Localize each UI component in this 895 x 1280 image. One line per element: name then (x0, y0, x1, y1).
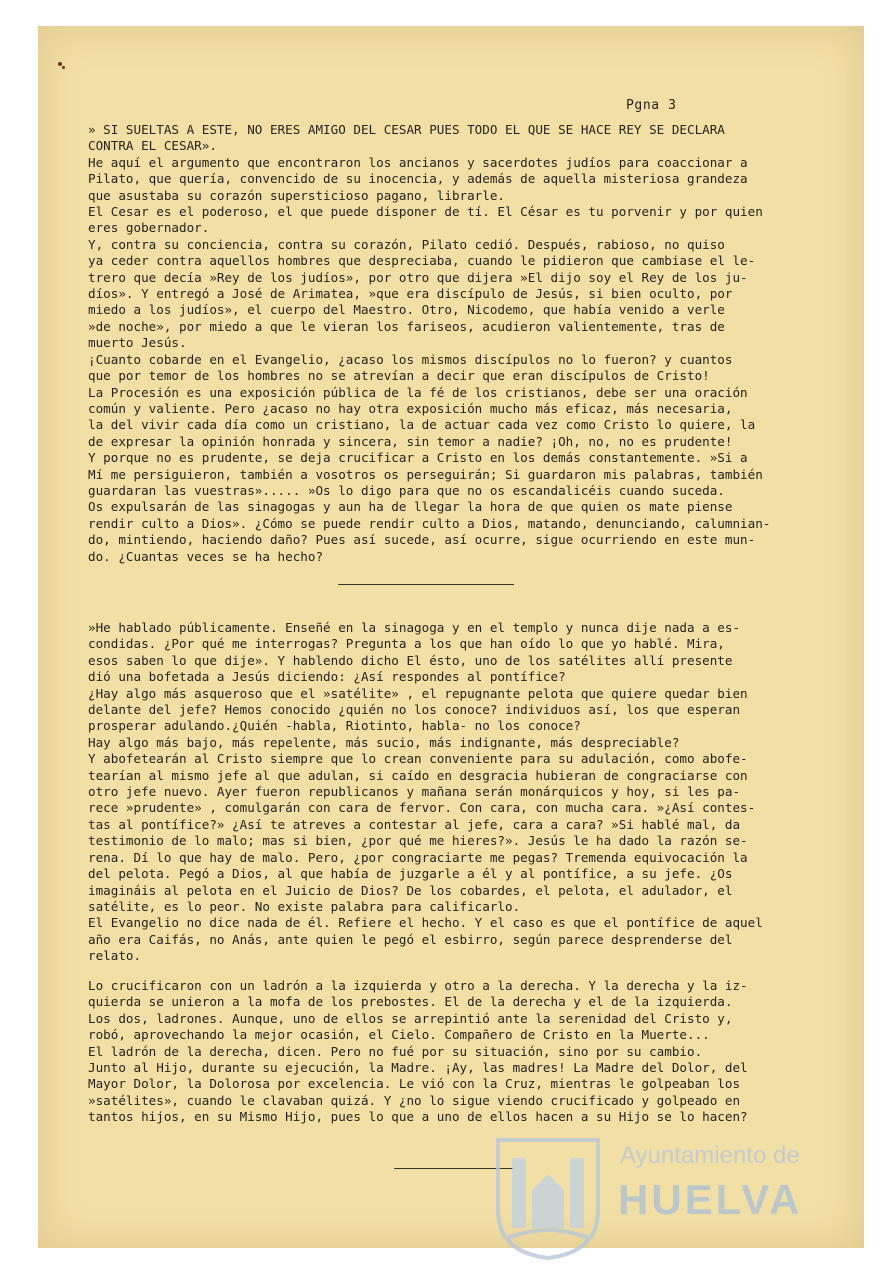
text-line: ya ceder contra aquellos hombres que despreciaba, cuando le pidieron que cambiase el le- (88, 253, 756, 269)
text-line: díos». Y entregó a José de Arimatea, »que era discípulo de Jesús, si bien oculto, por (88, 286, 733, 302)
text-section-2 (88, 620, 808, 965)
text-line: que asustaba su corazón supersticioso pagano, librarle. (88, 187, 506, 203)
text-line: común y valiente. Pero ¿acaso no hay otra exposición mucho más eficaz, más necesaria, (88, 400, 733, 416)
text-line: dió una bofetada a Jesús diciendo: ¿Así respondes al pontífice? (88, 669, 566, 685)
text-line: »de noche», por miedo a que le vieran los fariseos, acudieron valientemente, tras de (88, 318, 725, 334)
rust-spot (58, 62, 62, 66)
text-line: de expresar la opinión honrada y sincera, sin temor a nadie? ¡Oh, no, no es prudente! (88, 433, 733, 449)
text-line: del pelota. Pegó a Dios, al que había de juzgarle a él y al pontífice, a su jefe. ¿Os (88, 866, 733, 882)
text-line: Y abofetearán al Cristo siempre que lo crean conveniente para su adulación, como abofe- (88, 751, 748, 767)
text-line: Mayor Dolor, la Dolorosa por excelencia. Le vió con la Cruz, mientras le golpeaban los (88, 1076, 741, 1092)
rust-spot (62, 66, 65, 69)
text-line: » SI SUELTAS A ESTE, NO ERES AMIGO DEL CESAR PUES TODO EL QUE SE HACE REY SE DECLARA (88, 122, 725, 137)
text-line: robó, aprovechando la mejor ocasión, el Cielo. Compañero de Cristo en la Muerte... (88, 1027, 710, 1043)
text-line: tas al pontífice?» ¿Así te atreves a contestar al jefe, cara a cara? »Si hablé mal, da (88, 816, 741, 832)
text-line: ¡Cuanto cobarde en el Evangelio, ¿acaso los mismos discípulos no lo fueron? y cuantos (88, 351, 733, 367)
text-line: Lo crucificaron con un ladrón a la izquierda y otro a la derecha. Y la derecha y la iz- (88, 978, 748, 993)
text-line: condidas. ¿Por qué me interrogas? Pregunta a los que han oído lo que yo hablé. Mira, (88, 636, 725, 652)
text-line: prosperar adulando.¿Quién -habla, Riotinto, habla- no los conoce? (88, 718, 581, 734)
text-line: Y porque no es prudente, se deja crucificar a Cristo en los demás constantemente. »Si a (88, 450, 748, 466)
text-section-3 (88, 978, 808, 1126)
text-line: do, mintiendo, haciendo daño? Pues así sucede, así ocurre, sigue ocurriendo en este mun- (88, 532, 756, 548)
section-divider (338, 584, 514, 585)
text-line: El Cesar es el poderoso, el que puede disponer de tí. El César es tu porvenir y por quien (88, 204, 763, 220)
text-line: miedo a los judíos», el cuerpo del Maestro. Otro, Nicodemo, que había venido a verle (88, 302, 725, 318)
text-line: He aquí el argumento que encontraron los ancianos y sacerdotes judíos para coaccionar a (88, 154, 748, 170)
text-section-1 (88, 122, 808, 565)
text-line: »satélites», cuando le clavaban quizá. Y ¿no lo sigue viendo crucificado y golpeado en (88, 1092, 741, 1108)
page-number: Pgna 3 (626, 98, 677, 113)
text-line: relato. (88, 948, 142, 964)
text-line: do. ¿Cuantas veces se ha hecho? (88, 548, 324, 564)
text-line: CONTRA EL CESAR». (88, 138, 217, 154)
text-line: delante del jefe? Hemos conocido ¿quién no los conoce? individuos así, los que esperan (88, 702, 741, 718)
text-line: imagináis al pelota en el Juicio de Dios? De los cobardes, el pelota, el adulador, el (88, 882, 733, 898)
text-line: muerto Jesús. (88, 335, 187, 351)
text-line: Junto al Hijo, durante su ejecución, la Madre. ¡Ay, las madres! La Madre del Dolor, del (88, 1060, 748, 1076)
coat-of-arms-icon (488, 1130, 608, 1260)
text-line: que por temor de los hombres no se atrevían a decir que eran discípulos de Cristo! (88, 368, 710, 384)
text-line: Pilato, que quería, convencido de su inocencia, y además de aquella misteriosa grandeza (88, 171, 748, 187)
text-line: El Evangelio no dice nada de él. Refiere el hecho. Y el caso es que el pontífice de aquel (88, 915, 763, 931)
text-line: otro jefe nuevo. Ayer fueron republicanos y mañana serán monárquicos y hoy, si les pa- (88, 784, 741, 800)
text-line: quierda se unieron a la mofa de los prebostes. El de la derecha y el de la izquierda. (88, 994, 733, 1010)
text-line: tantos hijos, en su Mismo Hijo, pues lo que a uno de ellos hacen a su Hijo se lo hacen? (88, 1109, 748, 1125)
text-line: El ladrón de la derecha, dicen. Pero no fué por su situación, sino por su cambio. (88, 1043, 703, 1059)
watermark-line2: HUELVA (618, 1176, 803, 1223)
text-line: rendir culto a Dios». ¿Cómo se puede rendir culto a Dios, matando, denunciando, calumnian- (88, 515, 771, 531)
text-line: Hay algo más bajo, más repelente, más sucio, más indignante, más despreciable? (88, 734, 680, 750)
text-line: testimonio de lo malo; mas si bien, ¿por qué me hieres?». Jesús le ha dado la razón se- (88, 833, 748, 849)
text-line: rece »prudente» , comulgarán con cara de fervor. Con cara, con mucha cara. »¿Así contes- (88, 800, 756, 816)
text-line: la del vivir cada día como un cristiano, la de actuar cada vez como Cristo lo quiere, la (88, 417, 756, 433)
text-line: ¿Hay algo más asqueroso que el »satélite» , el repugnante pelota que quiere quedar bien (88, 685, 748, 701)
text-line: Os expulsarán de las sinagogas y aun ha de llegar la hora de que quien os mate piense (88, 499, 733, 515)
text-line: rena. Dí lo que hay de malo. Pero, ¿por congraciarte me pegas? Tremenda equivocación la (88, 849, 748, 865)
text-line: Mí me persiguieron, también a vosotros os perseguirán; Si guardaron mis palabras, también (88, 466, 763, 482)
text-line: guardaran las vuestras»..... »Os lo digo para que no os escandalicéis cuando suceda. (88, 482, 725, 498)
text-line: tearían al mismo jefe al que adulan, si caído en desgracia hubieran de congraciarse con (88, 767, 748, 783)
text-line: esos saben lo que dije». Y hablendo dicho El ésto, uno de los satélites allí presente (88, 652, 733, 668)
watermark-line1: Ayuntamiento de (620, 1142, 800, 1169)
text-line: Los dos, ladrones. Aunque, uno de ellos se arrepintió ante la serenidad del Cristo y, (88, 1010, 733, 1026)
text-line: »He hablado públicamente. Enseñé en la sinagoga y en el templo y nunca dije nada a es- (88, 620, 741, 635)
text-line: trero que decía »Rey de los judíos», por otro que dijera »El dijo soy el Rey de los ju- (88, 269, 748, 285)
text-line: año era Caifás, no Anás, ante quien le pegó el esbirro, según parece desprenderse del (88, 931, 733, 947)
text-line: La Procesión es una exposición pública de la fé de los cristianos, debe ser una oración (88, 384, 748, 400)
text-line: Y, contra su conciencia, contra su corazón, Pilato cedió. Después, rabioso, no quiso (88, 236, 725, 252)
text-line: eres gobernador. (88, 220, 210, 236)
text-line: satélite, es lo peor. No existe palabra para calificarlo. (88, 898, 521, 914)
watermark (488, 1130, 828, 1260)
